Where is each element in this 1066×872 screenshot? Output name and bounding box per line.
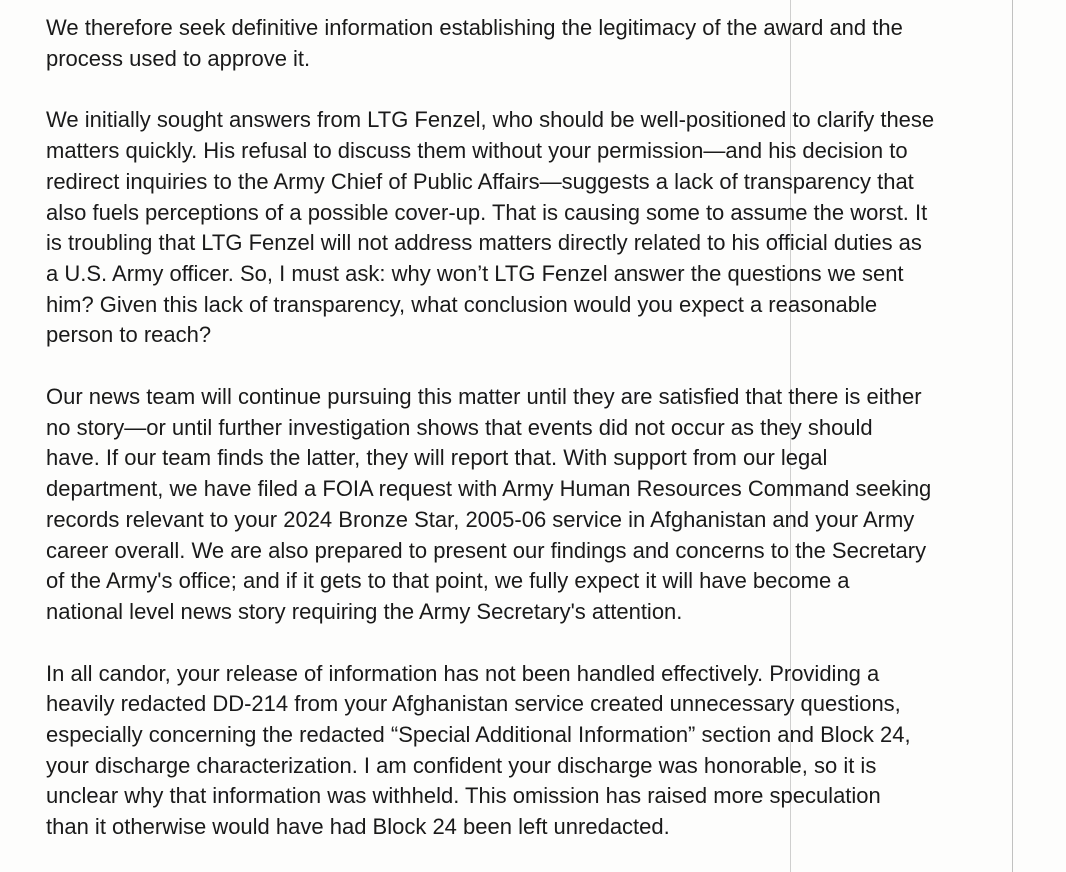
paragraph-candor — [46, 659, 1046, 843]
text-line: especially concerning the redacted “Special Additional Information” section and Block 24, — [46, 722, 911, 748]
text-line: In all candor, your release of information has not been handled effectively. Providing a — [46, 660, 880, 686]
text-line: than it otherwise would have had Block 24 been left unredacted. — [46, 814, 670, 840]
text-line: career overall. We are also prepared to present our findings and concerns to the Secretary — [46, 537, 927, 563]
paragraph-award-legitimacy — [46, 13, 1046, 74]
text-line: process used to approve it. — [46, 45, 311, 71]
text-line: a U.S. Army officer. So, I must ask: why won’t LTG Fenzel answer the questions we sent — [46, 260, 904, 286]
text-line: We therefore seek definitive information establishing the legitimacy of the award and the — [46, 15, 903, 40]
text-line: no story—or until further investigation shows that events did not occur as they should — [46, 414, 873, 440]
text-line: person to reach? — [46, 322, 212, 348]
text-line: is troubling that LTG Fenzel will not address matters directly related to his official duties as — [46, 230, 922, 256]
text-line: redirect inquiries to the Army Chief of Public Affairs—suggests a lack of transparency that — [46, 168, 914, 194]
text-line: Our news team will continue pursuing this matter until they are satisfied that there is either — [46, 384, 922, 410]
text-line: also fuels perceptions of a possible cover-up. That is causing some to assume the worst. It — [46, 199, 928, 225]
text-line: unclear why that information was withheld. This omission has raised more speculation — [46, 783, 881, 809]
paragraph-news-team — [46, 382, 1046, 628]
text-line: records relevant to your 2024 Bronze Star, 2005-06 service in Afghanistan and your Army — [46, 506, 915, 532]
text-line: department, we have filed a FOIA request with Army Human Resources Command seeking — [46, 476, 932, 502]
text-line: have. If our team finds the latter, they will report that. With support from our legal — [46, 445, 828, 471]
paragraph-ltg-fenzel — [46, 105, 1046, 351]
text-line: him? Given this lack of transparency, what conclusion would you expect a reasonable — [46, 291, 878, 317]
text-line: We initially sought answers from LTG Fenzel, who should be well-positioned to clarify these — [46, 107, 935, 133]
text-line: heavily redacted DD-214 from your Afghanistan service created unnecessary questions, — [46, 691, 901, 717]
text-line: matters quickly. His refusal to discuss them without your permission—and his decision to — [46, 138, 908, 164]
text-line: your discharge characterization. I am confident your discharge was honorable, so it is — [46, 752, 877, 778]
text-line: national level news story requiring the Army Secretary's attention. — [46, 598, 683, 624]
text-line: of the Army's office; and if it gets to that point, we fully expect it will have become a — [46, 568, 850, 594]
letter-body — [46, 13, 1046, 843]
